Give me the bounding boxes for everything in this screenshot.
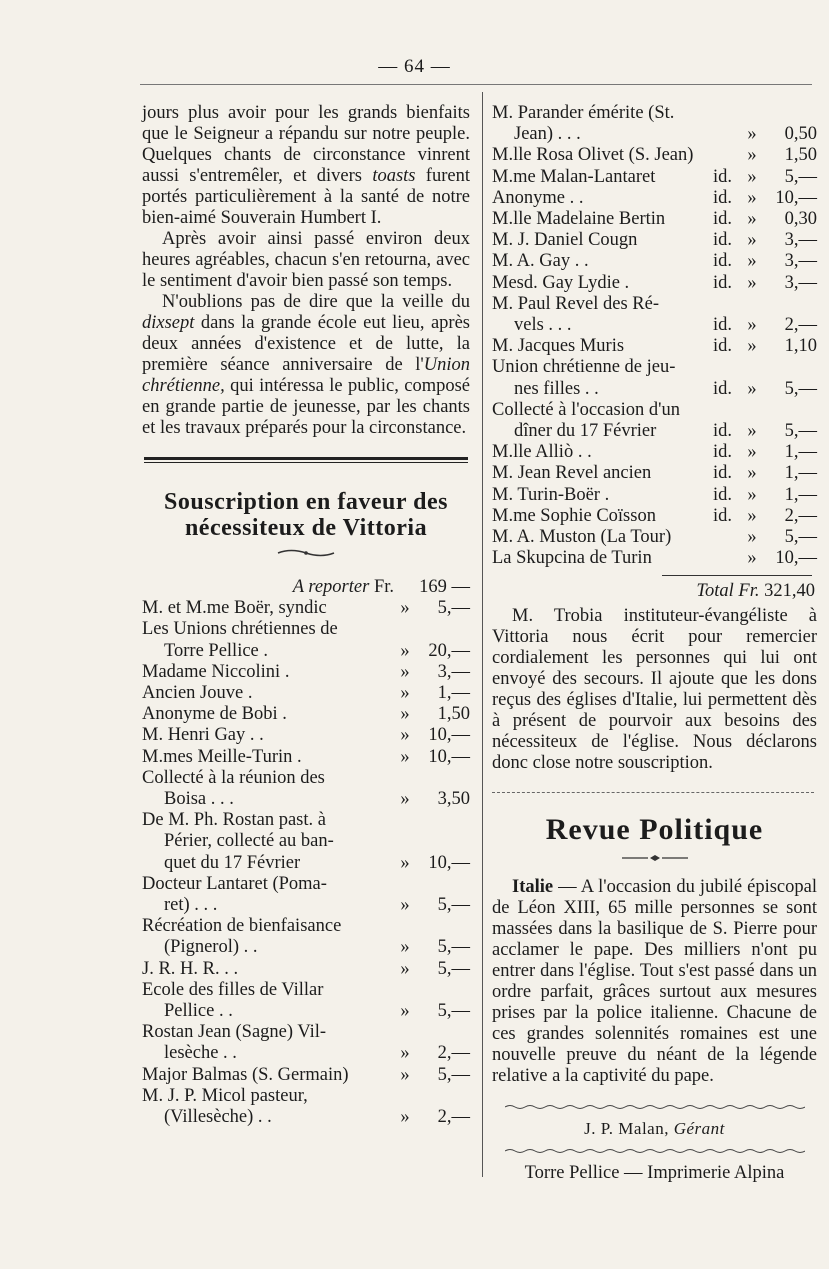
idem-mark: id. [713, 505, 733, 526]
donor-name: M.lle Alliò . . [492, 442, 592, 463]
donation-amount: 3,— [784, 230, 817, 251]
ditto-mark: » [747, 505, 757, 526]
ditto-mark: » [747, 315, 757, 336]
subscription-entry [142, 1065, 470, 1086]
ditto-mark: » [747, 145, 757, 166]
ditto-mark: » [747, 230, 757, 251]
subscription-entry [492, 230, 817, 251]
subscription-entry [142, 895, 470, 916]
closing-paragraph: M. Trobia instituteur-évangéliste à Vittoria nous écrit pour remercier cordialement les personnes qui lui ont envoyé des secours. Il ajoute que les dons reçus des églises d'Italie, lui permettent dès à présent de pourvoir aux besoins des nécessiteux de l'église. Nous déclarons donc close notre souscription. [492, 606, 817, 774]
intro-paragraph-3: N'oublions pas de dire que la veille du dixsept dans la grande école eut lieu, après deux années d'existence et de lutte, la première séance anniversaire de l'Union chrétienne, qui intéressa le public, composé en grande partie de jeunesse, par les chants et les travaux préparés pour la circonstance. [142, 292, 470, 438]
donor-name: M. Paul Revel des Ré- [492, 293, 659, 314]
donor-name: Docteur Lantaret (Poma- [142, 873, 327, 894]
subscription-entry [142, 831, 470, 852]
intro-paragraph-1: jours plus avoir pour les grands bienfaits que le Seigneur a répandu sur notre peuple. Quelques chants de circonstance vinrent aussi s'entremêler, et divers toasts furent portés particulièrement à la santé de notre bien-aimé Souverain Humbert I. [142, 103, 470, 228]
subscription-entry [492, 548, 817, 569]
donor-name: Mesd. Gay Lydie . [492, 272, 630, 293]
idem-mark: id. [713, 209, 733, 230]
ditto-mark: » [400, 1107, 410, 1128]
subscription-total: Total Fr. 321,40 [696, 581, 815, 602]
ditto-mark: » [400, 746, 410, 767]
donor-name: M.me Sophie Coïsson [492, 505, 656, 526]
donation-amount: 1,— [784, 484, 817, 505]
subscription-entry [142, 662, 470, 683]
donor-name: M. A. Gay . . [492, 251, 589, 272]
idem-mark: id. [713, 442, 733, 463]
donor-name: lesèche . . [164, 1043, 237, 1064]
donation-amount: 1,10 [784, 336, 817, 357]
idem-mark: id. [713, 484, 733, 505]
donation-amount: 5,— [784, 527, 817, 548]
subscription-entry [492, 251, 817, 272]
donor-name: Madame Niccolini . [142, 661, 290, 682]
ditto-mark: » [747, 421, 757, 442]
donor-name: Ancien Jouve . [142, 683, 253, 704]
donor-name: M. Jacques Muris [492, 336, 625, 357]
donation-amount: 5,— [784, 166, 817, 187]
ditto-mark: » [400, 725, 410, 746]
donation-amount: 2,— [437, 1043, 470, 1064]
ornament-dash-icon [492, 849, 817, 867]
subscription-entry [492, 336, 817, 357]
donor-name: (Villesèche) . . [164, 1107, 272, 1128]
donor-name: Major Balmas (S. Germain) [142, 1064, 349, 1085]
ditto-mark: » [400, 852, 410, 873]
subscription-entry [492, 379, 817, 400]
idem-mark: id. [713, 166, 733, 187]
donor-name: Jean) . . . [514, 124, 581, 145]
donation-amount: 10,— [428, 852, 470, 873]
donor-name: Collecté à la réunion des [142, 767, 325, 788]
donation-amount: 3,— [784, 272, 817, 293]
donation-amount: 5,— [437, 1001, 470, 1022]
ditto-mark: » [747, 272, 757, 293]
donor-name: Anonyme de Bobi . [142, 704, 287, 725]
header-rule [140, 84, 812, 85]
idem-mark: id. [713, 315, 733, 336]
section-divider [144, 457, 468, 463]
imprint-line: Torre Pellice — Imprimerie Alpina [524, 1163, 785, 1184]
donor-name: Récréation de bienfaisance [142, 916, 342, 937]
donor-name: Ecole des filles de Villar [142, 979, 324, 1000]
donation-amount: 10,— [775, 548, 817, 569]
subscription-entry [142, 789, 470, 810]
subscription-entry [492, 421, 817, 442]
donor-name: dîner du 17 Février [514, 421, 657, 442]
ditto-mark: » [747, 484, 757, 505]
donor-name: Torre Pellice . [164, 640, 269, 661]
donor-name: Anonyme . . [492, 187, 584, 208]
page-number: — 64 — [378, 56, 451, 77]
subscription-title: Souscription en faveur des nécessiteux de Vittoria [164, 489, 448, 541]
subscription-list-right [492, 103, 817, 569]
subscription-entry [142, 1001, 470, 1022]
donation-amount: 10,— [775, 187, 817, 208]
ditto-mark: » [400, 704, 410, 725]
donation-amount: 1,50 [437, 704, 470, 725]
donor-name: M. Turin-Boër . [492, 484, 610, 505]
donation-amount: 5,— [437, 598, 470, 619]
politique-paragraph: Italie — A l'occasion du jubilé épiscopal de Léon XIII, 65 mille personnes se sont massées dans la basilique de S. Pierre pour acclamer le pape. Des milliers n'ont pu entrer dans l'église. Tout s'est passé dans un ordre parfait, grâces surtout aux mesures prises par la police italienne. Chacune de ces grandes solennités romaines est une nouvelle preuve du néant de la légende relative a la captivité du pape. [492, 877, 817, 1087]
subscription-entry [492, 315, 817, 336]
subscription-entry [492, 273, 817, 294]
donor-name: M.mes Meille-Turin . [142, 746, 302, 767]
subscription-entry [142, 641, 470, 662]
ditto-mark: » [747, 187, 757, 208]
donor-name: Périer, collecté au ban- [164, 831, 334, 852]
subscription-entry [492, 103, 817, 124]
donor-name: Rostan Jean (Sagne) Vil- [142, 1022, 327, 1043]
subscription-entry [142, 959, 470, 980]
donation-amount: 5,— [437, 1064, 470, 1085]
ditto-mark: » [400, 1001, 410, 1022]
ditto-mark: » [747, 166, 757, 187]
ditto-mark: » [747, 378, 757, 399]
donor-name: Union chrétienne de jeu- [492, 357, 676, 378]
ditto-mark: » [747, 527, 757, 548]
idem-mark: id. [713, 230, 733, 251]
donor-name: Pellice . . [164, 1001, 233, 1022]
subscription-entry [492, 188, 817, 209]
subscription-entry [142, 725, 470, 746]
ditto-mark: » [400, 958, 410, 979]
donor-name: quet du 17 Février [164, 852, 301, 873]
ditto-mark: » [747, 442, 757, 463]
donation-amount: 3,50 [437, 789, 470, 810]
ditto-mark: » [747, 251, 757, 272]
subscription-entry [492, 506, 817, 527]
donation-amount: 0,50 [784, 124, 817, 145]
donation-amount: 1,50 [784, 145, 817, 166]
donation-amount: 2,— [437, 1107, 470, 1128]
donor-name: M. Parander émérite (St. [492, 103, 675, 123]
donation-amount: 5,— [784, 421, 817, 442]
subscription-entry [142, 980, 470, 1001]
donor-name: Boisa . . . [164, 789, 234, 810]
subscription-entry [492, 209, 817, 230]
subscription-entry [142, 853, 470, 874]
ornament-flourish-icon [142, 545, 470, 563]
subscription-entry [142, 916, 470, 937]
subscription-entry [492, 357, 817, 378]
donor-name: vels . . . [514, 315, 572, 336]
ditto-mark: » [400, 1043, 410, 1064]
ditto-mark: » [400, 937, 410, 958]
wavy-rule-icon-2 [492, 1141, 817, 1159]
donor-name: De M. Ph. Rostan past. à [142, 810, 326, 831]
ditto-mark: » [400, 598, 410, 619]
donation-amount: 1,— [784, 442, 817, 463]
ditto-mark: » [747, 548, 757, 569]
subscription-entry [142, 1022, 470, 1043]
subscription-entry [142, 1086, 470, 1107]
ditto-mark: » [747, 336, 757, 357]
ditto-mark: » [747, 463, 757, 484]
wavy-rule-icon [492, 1097, 817, 1115]
donation-amount: 10,— [428, 746, 470, 767]
idem-mark: id. [713, 336, 733, 357]
donor-name: M.me Malan-Lantaret [492, 166, 656, 187]
subscription-entry [492, 485, 817, 506]
donation-amount: 20,— [428, 640, 470, 661]
donation-amount: 2,— [784, 315, 817, 336]
section-divider-2 [492, 792, 814, 793]
donor-name: M. A. Muston (La Tour) [492, 527, 672, 548]
donation-amount: 5,— [437, 937, 470, 958]
right-column [492, 103, 817, 1184]
subscription-entry [492, 400, 817, 421]
idem-mark: id. [713, 378, 733, 399]
donation-amount: 10,— [428, 725, 470, 746]
subscription-entry [492, 145, 817, 166]
donor-name: ret) . . . [164, 895, 218, 916]
subscription-entry [142, 1043, 470, 1064]
subscription-entry [492, 124, 817, 145]
subscription-entry [492, 442, 817, 463]
donation-amount: 1,— [784, 463, 817, 484]
donor-name: M.lle Madelaine Bertin [492, 209, 666, 230]
ditto-mark: » [747, 124, 757, 145]
ditto-mark: » [400, 661, 410, 682]
ditto-mark: » [400, 1064, 410, 1085]
donation-amount: 2,— [784, 505, 817, 526]
donor-name: M. et M.me Boër, syndic [142, 598, 327, 619]
donor-name: (Pignerol) . . [164, 937, 258, 958]
donation-amount: 0,30 [784, 209, 817, 230]
idem-mark: id. [713, 187, 733, 208]
donor-name: M. J. Daniel Cougn [492, 230, 638, 251]
donor-name: M. Henri Gay . . [142, 725, 264, 746]
donor-name: J. R. H. R. . . [142, 958, 239, 979]
ditto-mark: » [747, 209, 757, 230]
donation-amount: 1,— [437, 683, 470, 704]
subscription-entry [142, 874, 470, 895]
column-divider [482, 92, 483, 1177]
ditto-mark: » [400, 895, 410, 916]
donation-amount: 3,— [437, 661, 470, 682]
intro-paragraph-2: Après avoir ainsi passé environ deux heures agréables, chacun s'en retourna, avec le sentiment d'avoir bien passé son temps. [142, 229, 470, 291]
subscription-entry [142, 619, 470, 640]
subscription-entry [142, 1107, 470, 1128]
subscription-list-left [142, 598, 470, 1128]
subscription-entry [492, 463, 817, 484]
donor-name: Collecté à l'occasion d'un [492, 399, 681, 420]
reporter-line: A reporter Fr. 169 — [292, 577, 470, 597]
donor-name: Les Unions chrétiennes de [142, 619, 338, 640]
ditto-mark: » [400, 789, 410, 810]
subscription-entry [142, 598, 470, 619]
idem-mark: id. [713, 251, 733, 272]
subscription-entry [142, 768, 470, 789]
subscription-entry [492, 527, 817, 548]
donation-amount: 3,— [784, 251, 817, 272]
subscription-entry [142, 704, 470, 725]
donor-name: M. Jean Revel ancien [492, 463, 652, 484]
donor-name: M. J. P. Micol pasteur, [142, 1085, 308, 1106]
total-rule [662, 575, 812, 576]
subscription-entry [142, 747, 470, 768]
subscription-entry [142, 810, 470, 831]
donor-name: La Skupcina de Turin [492, 548, 652, 569]
ditto-mark: » [400, 640, 410, 661]
idem-mark: id. [713, 272, 733, 293]
politique-title: Revue Politique [545, 813, 764, 847]
signature-line: J. P. Malan, Gérant [584, 1119, 725, 1139]
ditto-mark: » [400, 683, 410, 704]
left-column [142, 103, 470, 1128]
subscription-entry [492, 167, 817, 188]
subscription-entry [492, 294, 817, 315]
idem-mark: id. [713, 463, 733, 484]
donor-name: M.lle Rosa Olivet (S. Jean) [492, 145, 694, 166]
donation-amount: 5,— [437, 958, 470, 979]
donation-amount: 5,— [437, 895, 470, 916]
donor-name: nes filles . . [514, 378, 599, 399]
subscription-entry [142, 683, 470, 704]
subscription-entry [142, 937, 470, 958]
idem-mark: id. [713, 421, 733, 442]
donation-amount: 5,— [784, 378, 817, 399]
